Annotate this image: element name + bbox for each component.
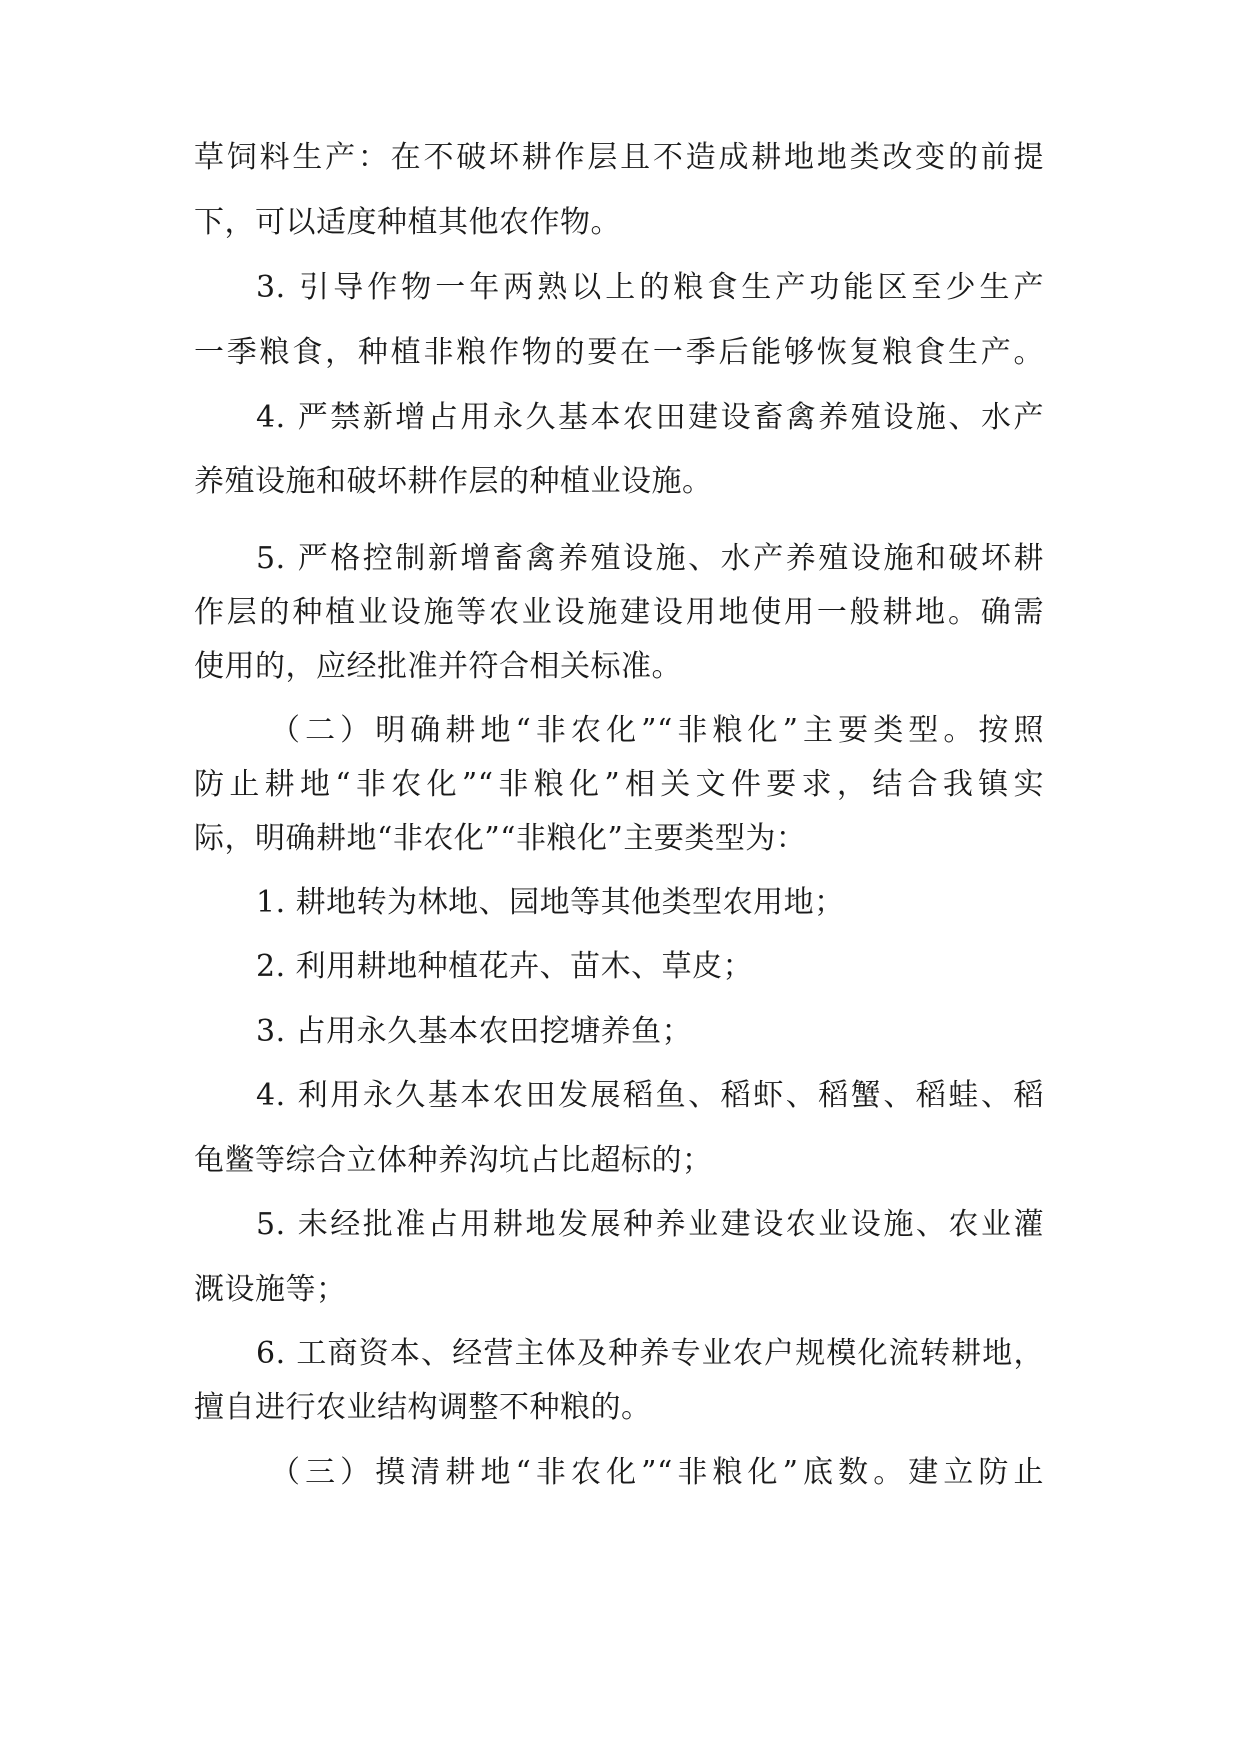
text-line: 养殖设施和破坏耕作层的种植业设施。	[194, 464, 713, 499]
text-line: 际，明确耕地“非农化”“非粮化”主要类型为：	[194, 821, 807, 856]
text-line: 一季粮食，种植非粮作物的要在一季后能够恢复粮食生产。	[194, 335, 1044, 370]
text-line: 龟鳖等综合立体种养沟坑占比超标的；	[194, 1143, 713, 1178]
text-line: 3. 引导作物一年两熟以上的粮食生产功能区至少生产	[256, 270, 1044, 305]
text-line: 防止耕地“非农化”“非粮化”相关文件要求，结合我镇实	[194, 767, 1044, 802]
text-line: 溉设施等；	[194, 1272, 347, 1307]
text-line: 4. 利用永久基本农田发展稻鱼、稻虾、稻蟹、稻蛙、稻	[256, 1078, 1044, 1113]
text-line: 5. 严格控制新增畜禽养殖设施、水产养殖设施和破坏耕	[256, 541, 1044, 576]
text-line: 3. 占用永久基本农田挖塘养鱼；	[256, 1014, 693, 1049]
text-line: 5. 未经批准占用耕地发展种养业建设农业设施、农业灌	[256, 1207, 1044, 1242]
text-line: 草饲料生产：在不破坏耕作层且不造成耕地地类改变的前提	[194, 140, 1044, 175]
text-line: 4. 严禁新增占用永久基本农田建设畜禽养殖设施、水产	[256, 400, 1044, 435]
text-line: 6. 工商资本、经营主体及种养专业农户规模化流转耕地，	[256, 1336, 1044, 1371]
text-line: 2. 利用耕地种植花卉、苗木、草皮；	[256, 949, 754, 984]
text-line: 擅自进行农业结构调整不种粮的。	[194, 1390, 652, 1425]
text-line: 1. 耕地转为林地、园地等其他类型农用地；	[256, 885, 845, 920]
text-line: 使用的，应经批准并符合相关标准。	[194, 649, 682, 684]
text-line: （三）摸清耕地“非农化”“非粮化”底数。建立防止	[270, 1455, 1044, 1490]
text-line: 作层的种植业设施等农业设施建设用地使用一般耕地。确需	[194, 595, 1044, 630]
text-line: （二）明确耕地“非农化”“非粮化”主要类型。按照	[270, 713, 1044, 748]
text-line: 下，可以适度种植其他农作物。	[194, 205, 621, 240]
